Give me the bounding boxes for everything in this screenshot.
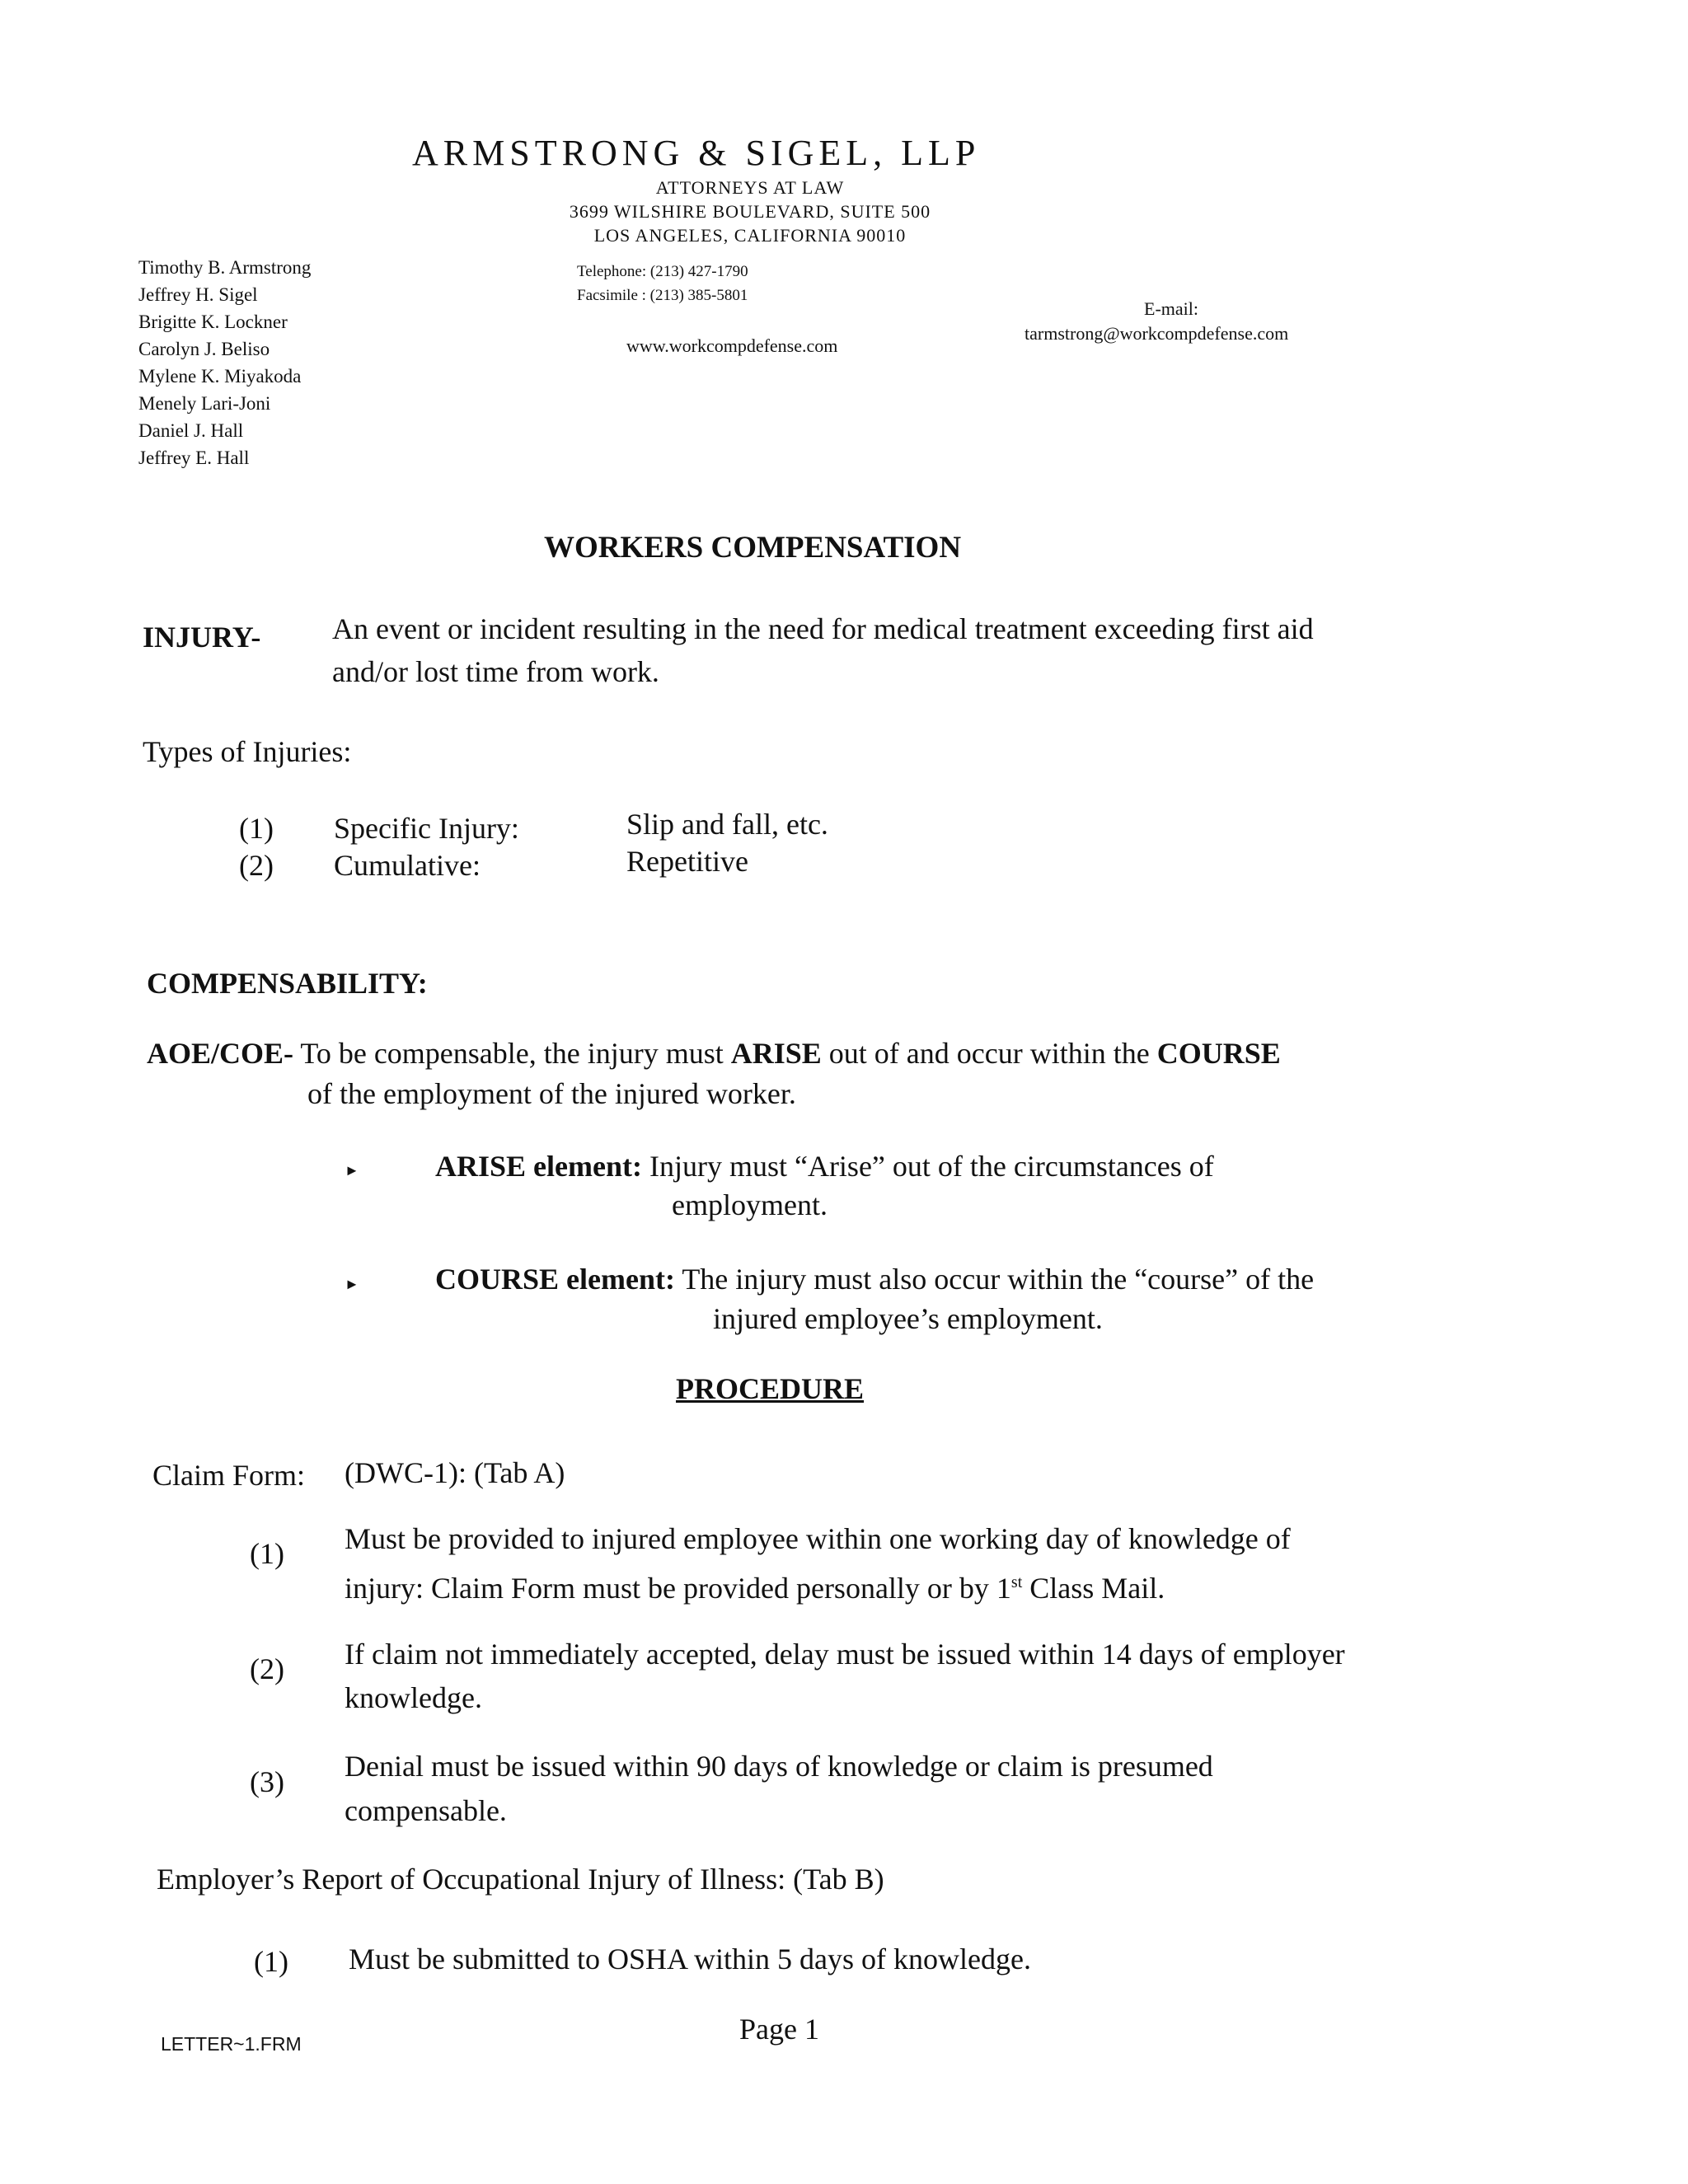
course-element-text: The injury must also occur within the “course” of the	[682, 1263, 1315, 1296]
type-label: Cumulative:	[334, 849, 481, 882]
procedure-number: (1)	[250, 1537, 284, 1570]
injury-definition-line2: and/or lost time from work.	[332, 655, 659, 688]
procedure-text: Class Mail.	[1022, 1572, 1165, 1605]
email-address: tarmstrong@workcompdefense.com	[1025, 323, 1289, 344]
bullet-arrow-icon: ►	[345, 1162, 359, 1179]
aoe-coe-term: AOE/COE-	[147, 1037, 294, 1070]
superscript: st	[1010, 1573, 1023, 1591]
type-number: (2)	[239, 849, 274, 882]
partner-name: Jeffrey H. Sigel	[138, 284, 258, 305]
employer-report-heading: Employer’s Report of Occupational Injury of Illness: (Tab B)	[157, 1863, 884, 1896]
arise-element-text: Injury must “Arise” out of the circumstances of	[649, 1150, 1214, 1183]
type-label: Specific Injury:	[334, 812, 519, 845]
bullet-arrow-icon: ►	[345, 1276, 359, 1292]
procedure-item-line1: Must be provided to injured employee within one working day of knowledge of	[345, 1522, 1291, 1555]
report-number: (1)	[254, 1945, 288, 1978]
email-label: E-mail:	[1144, 298, 1198, 319]
partner-name: Menely Lari-Joni	[138, 393, 271, 414]
injury-definition-line1: An event or incident resulting in the need for medical treatment exceeding first aid	[332, 612, 1314, 645]
procedure-heading: PROCEDURE	[676, 1372, 865, 1405]
document-title: WORKERS COMPENSATION	[544, 531, 962, 565]
arise-keyword: ARISE	[730, 1037, 822, 1070]
course-element-line2: injured employee’s employment.	[713, 1302, 1103, 1335]
firm-name: ARMSTRONG & SIGEL, LLP	[412, 133, 981, 173]
firm-subtitle: ATTORNEYS AT LAW	[655, 177, 845, 198]
compensability-heading: COMPENSABILITY:	[147, 967, 428, 1000]
type-value: Repetitive	[626, 845, 748, 878]
partner-name: Daniel J. Hall	[138, 420, 244, 441]
address-line1: 3699 WILSHIRE BOULEVARD, SUITE 500	[569, 201, 931, 222]
form-id: LETTER~1.FRM	[161, 2033, 302, 2055]
procedure-item-line2	[345, 1562, 1165, 1609]
claim-form-label: Claim Form:	[152, 1459, 306, 1492]
website: www.workcompdefense.com	[626, 335, 838, 356]
procedure-item-line1: Denial must be issued within 90 days of knowledge or claim is presumed	[345, 1750, 1213, 1783]
partner-name: Carolyn J. Beliso	[138, 339, 270, 359]
types-heading: Types of Injuries:	[143, 735, 352, 768]
procedure-text: injury: Claim Form must be provided personally or by 1	[345, 1572, 1011, 1605]
firm-address-block	[536, 176, 964, 247]
procedure-item-line2: compensable.	[345, 1794, 507, 1827]
aoe-coe-line1	[147, 1033, 1281, 1074]
arise-element-line1	[435, 1146, 1214, 1187]
telephone: Telephone: (213) 427-1790	[577, 263, 748, 280]
report-item-text: Must be submitted to OSHA within 5 days of knowledge.	[349, 1943, 1031, 1975]
type-value: Slip and fall, etc.	[626, 808, 828, 841]
injury-term: INJURY-	[143, 621, 261, 654]
type-number: (1)	[239, 812, 274, 845]
partner-list	[138, 254, 311, 471]
address-line2: LOS ANGELES, CALIFORNIA 90010	[593, 225, 907, 246]
procedure-item-line1: If claim not immediately accepted, delay must be issued within 14 days of employer	[345, 1638, 1345, 1671]
partner-name: Jeffrey E. Hall	[138, 448, 250, 468]
course-keyword: COURSE	[1156, 1037, 1281, 1070]
course-element-line1	[435, 1258, 1314, 1300]
arise-element-label: ARISE element:	[435, 1150, 642, 1183]
partner-name: Brigitte K. Lockner	[138, 312, 288, 332]
aoe-text-c: out of and occur within the	[821, 1037, 1157, 1070]
procedure-item-line2: knowledge.	[345, 1681, 482, 1714]
procedure-number: (2)	[250, 1652, 284, 1685]
partner-name: Mylene K. Miyakoda	[138, 366, 302, 387]
procedure-number: (3)	[250, 1765, 284, 1798]
contact-block	[577, 260, 748, 307]
arise-element-line2: employment.	[672, 1188, 828, 1221]
partner-name: Timothy B. Armstrong	[138, 257, 312, 278]
facsimile: Facsimile : (213) 385-5801	[577, 287, 748, 304]
claim-form-value: (DWC-1): (Tab A)	[345, 1456, 565, 1489]
aoe-text-a: To be compensable, the injury must	[300, 1037, 731, 1070]
aoe-coe-line2: of the employment of the injured worker.	[307, 1077, 796, 1110]
page-number: Page 1	[739, 2013, 819, 2046]
course-element-label: COURSE element:	[435, 1263, 675, 1296]
